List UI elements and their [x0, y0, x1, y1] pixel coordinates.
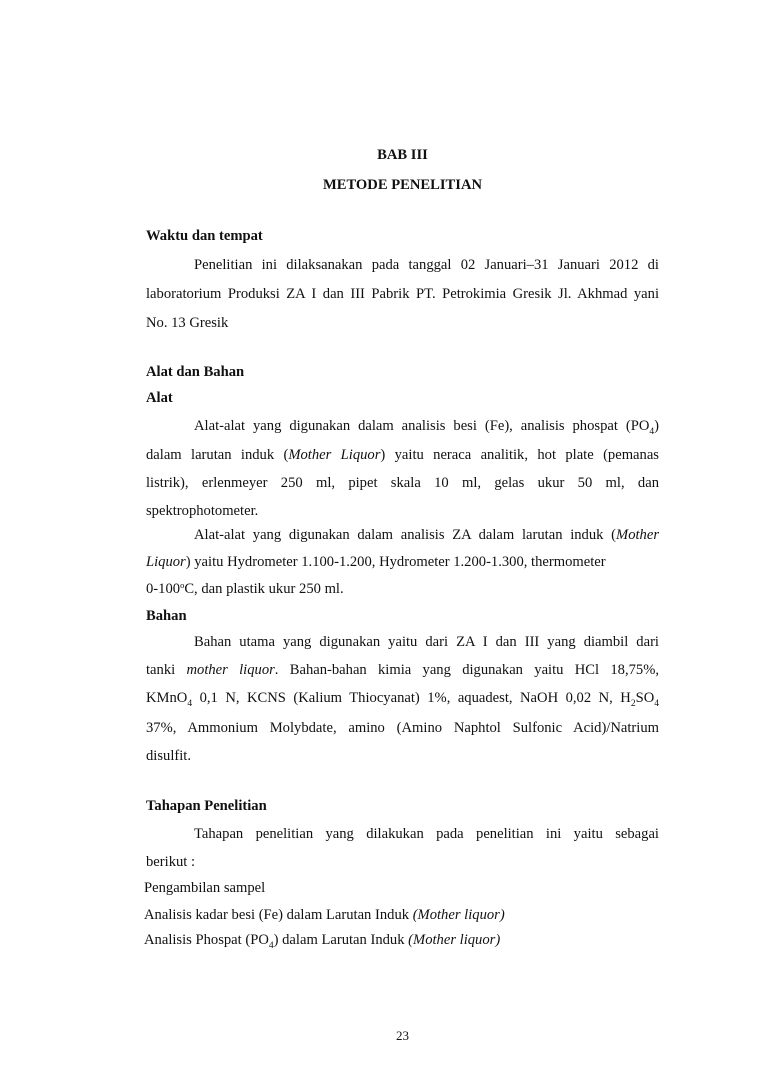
- paragraph-line: spektrophotometer.: [146, 503, 259, 519]
- chapter-label: BAB III: [377, 147, 428, 163]
- list-item: Analisis kadar besi (Fe) dalam Larutan Induk (Mother liquor): [144, 907, 505, 923]
- paragraph-line: listrik), erlenmeyer 250 ml, pipet skala 10 ml, gelas ukur 50 ml, dan: [146, 475, 659, 491]
- paragraph-line: tanki mother liquor. Bahan-bahan kimia yang digunakan yaitu HCl 18,75%,: [146, 662, 659, 678]
- paragraph-line: 0-100$^o$C, dan plastik ukur 250 ml.: [146, 580, 344, 597]
- paragraph-line: 37%, Ammonium Molybdate, amino (Amino Naphtol Sulfonic Acid)/Natrium: [146, 720, 659, 736]
- subheading-bahan: Bahan: [146, 608, 187, 624]
- list-item: Analisis Phospat $(PO_4)$ dalam Larutan Induk (Mother liquor): [144, 932, 501, 951]
- section-heading-alat-bahan: Alat dan Bahan: [146, 364, 245, 380]
- subheading-alat: Alat: [146, 390, 173, 406]
- paragraph-line: Bahan utama yang digunakan yaitu dari ZA I dan III yang diambil dari: [194, 634, 659, 650]
- paragraph-line: laboratorium Produksi ZA I dan III Pabrik PT. Petrokimia Gresik Jl. Akhmad yani: [146, 286, 659, 302]
- section-heading-waktu: Waktu dan tempat: [146, 228, 263, 244]
- paragraph-line: Alat-alat yang digunakan dalam analisis besi (Fe), analisis phospat $(PO_4)$: [194, 418, 659, 437]
- paragraph-line: KMnO$_4$ 0,1 N, KCNS (Kalium Thiocyanat) 1%, aquadest, NaOH 0,02 N, $H_2SO_4$: [146, 690, 659, 709]
- paragraph-line: Penelitian ini dilaksanakan pada tanggal 02 Januari–31 Januari 2012 di: [194, 257, 659, 273]
- paragraph-line: No. 13 Gresik: [146, 315, 229, 331]
- paragraph-line: berikut :: [146, 854, 196, 870]
- paragraph-line: Liquor) yaitu Hydrometer 1.100-1.200, Hydrometer 1.200-1.300, thermometer: [146, 554, 606, 570]
- list-item: Pengambilan sampel: [144, 880, 266, 896]
- page-title: METODE PENELITIAN: [322, 177, 483, 193]
- paragraph-line: Tahapan penelitian yang dilakukan pada penelitian ini yaitu sebagai: [194, 826, 659, 842]
- page-number: 23: [396, 1028, 409, 1043]
- section-heading-tahapan: Tahapan Penelitian: [146, 798, 267, 814]
- paragraph-line: Alat-alat yang digunakan dalam analisis ZA dalam larutan induk (Mother: [194, 527, 659, 543]
- paragraph-line: disulfit.: [146, 748, 191, 764]
- paragraph-line: dalam larutan induk (Mother Liquor) yaitu neraca analitik, hot plate (pemanas: [146, 447, 659, 463]
